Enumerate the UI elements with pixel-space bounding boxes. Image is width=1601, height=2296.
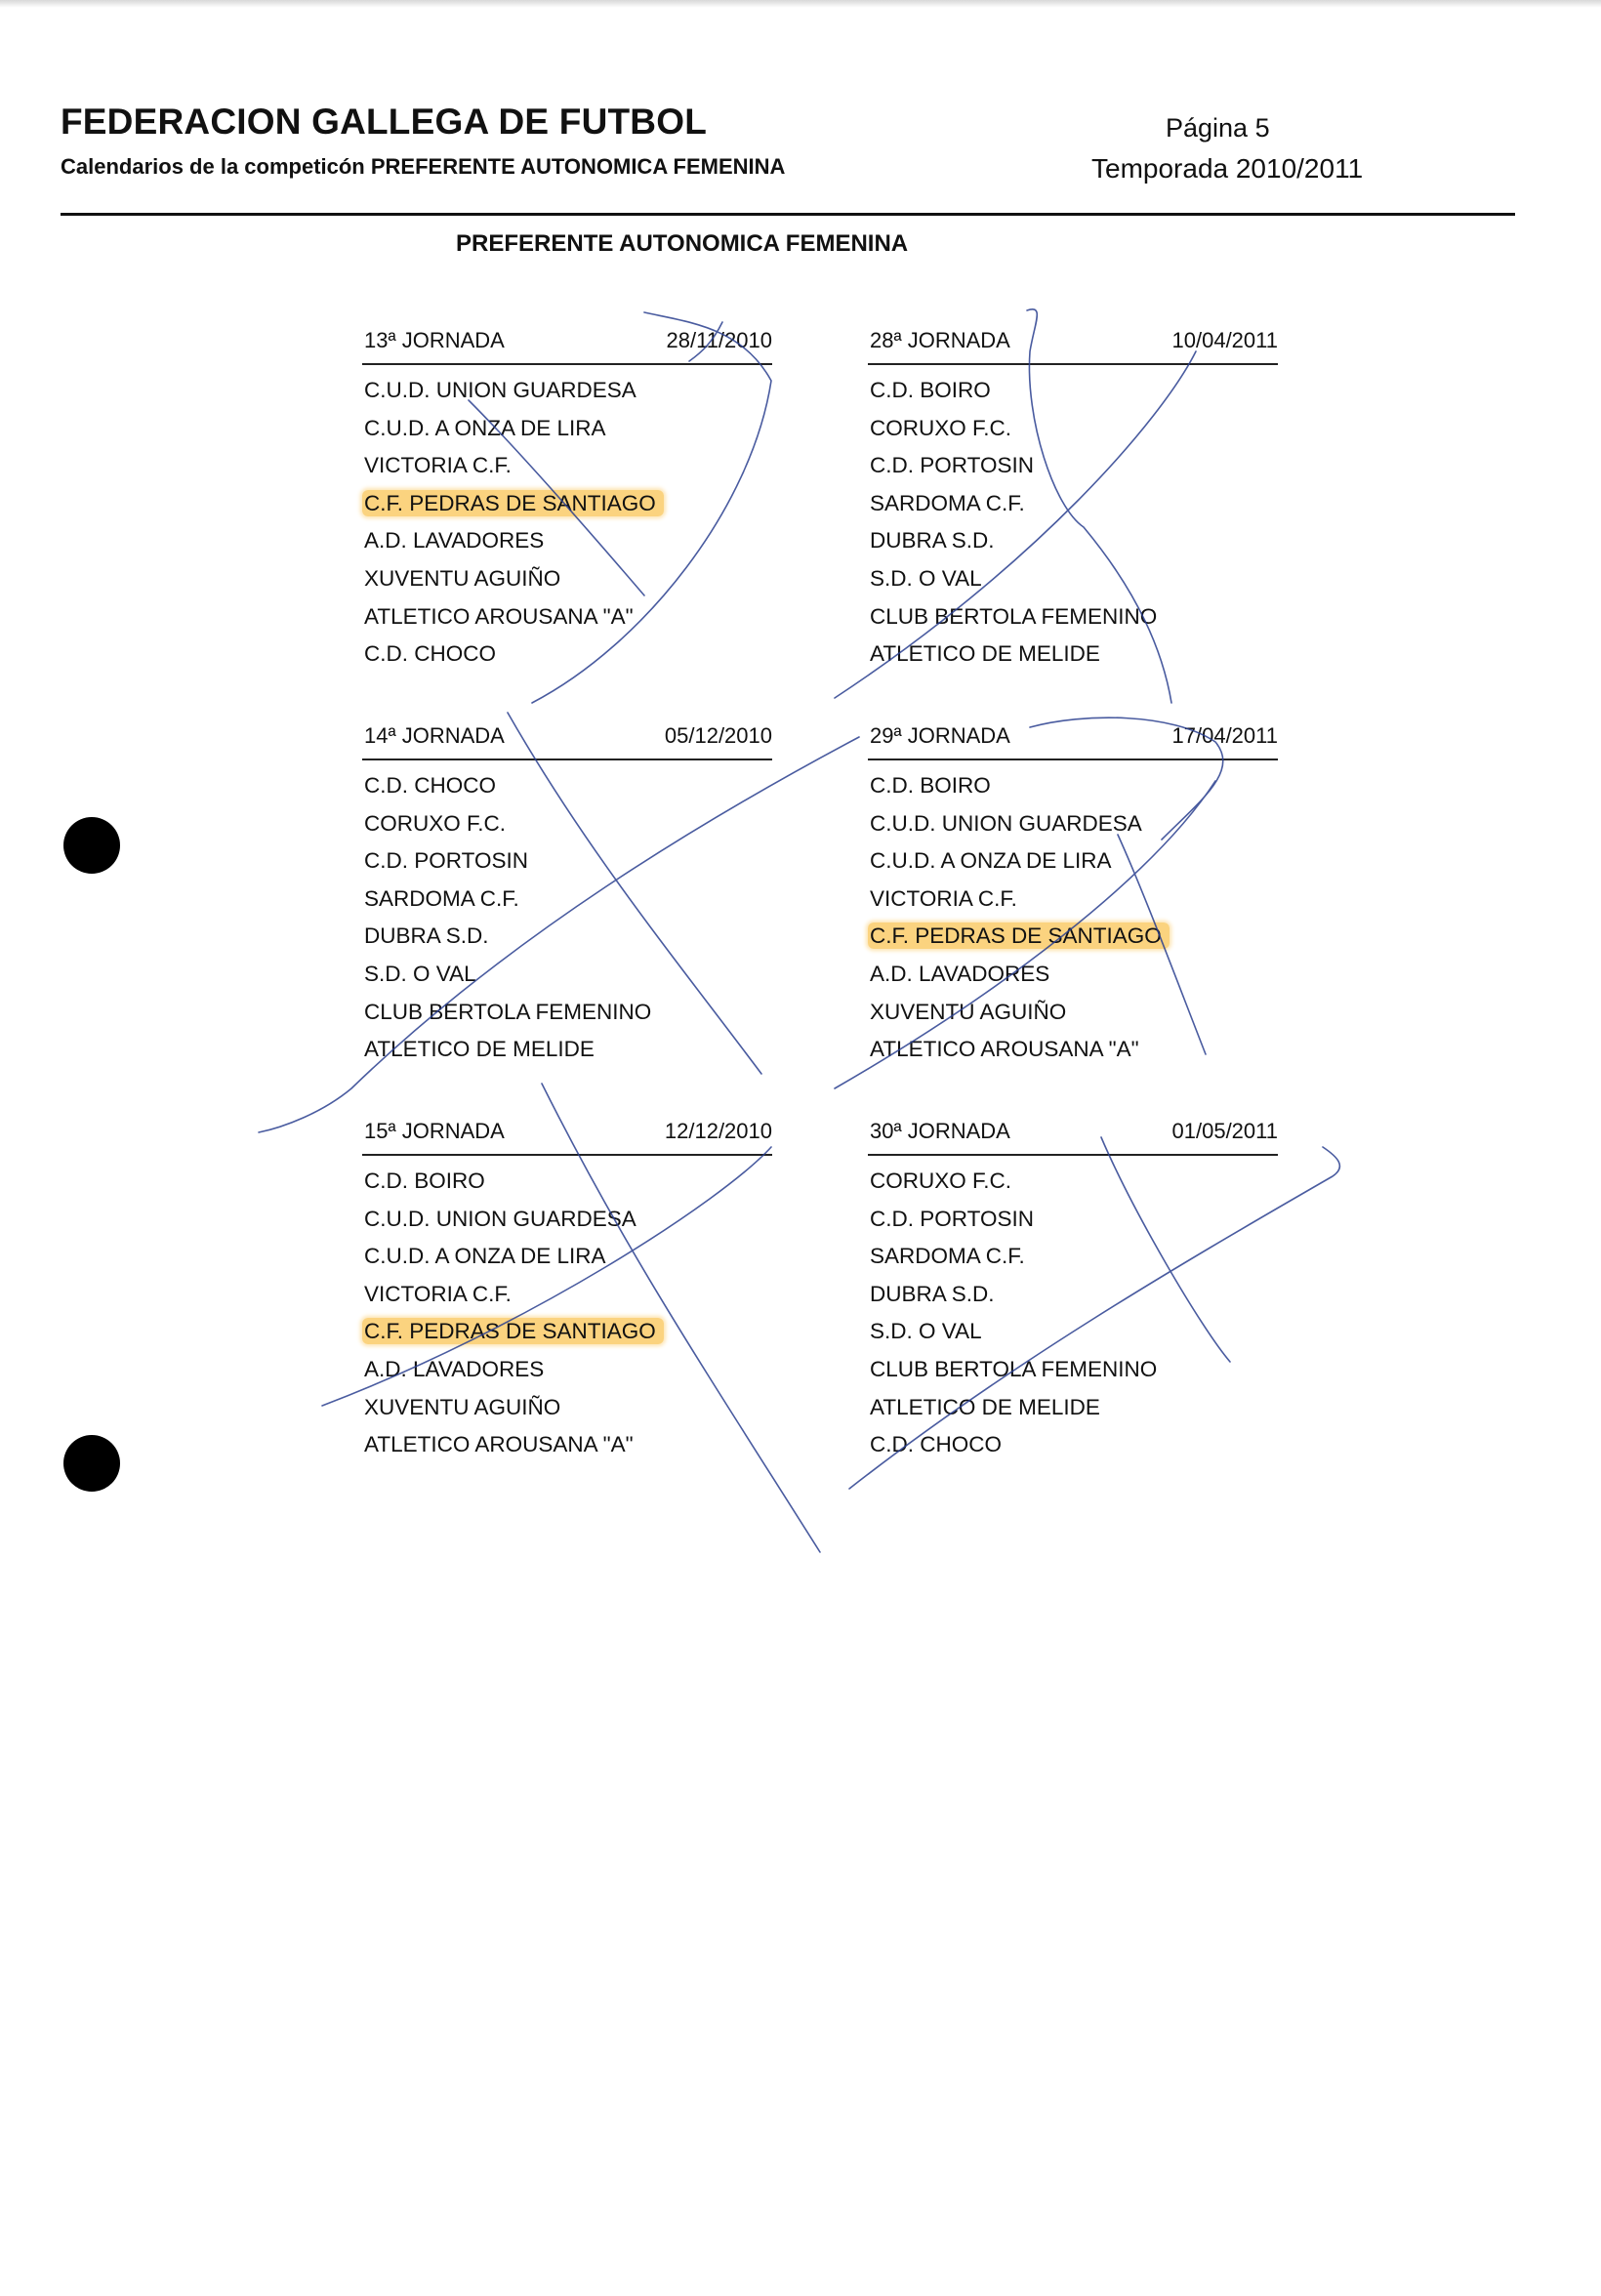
jornada-label: 14ª JORNADA bbox=[364, 723, 505, 748]
team-list bbox=[362, 372, 772, 674]
team-row-highlighted: C.F. PEDRAS DE SANTIAGO bbox=[362, 485, 772, 523]
team-row: ATLETICO AROUSANA "A" bbox=[364, 603, 634, 629]
jornada-date: 05/12/2010 bbox=[664, 723, 772, 748]
jornada-block-14 bbox=[362, 723, 772, 1069]
team-row: ATLETICO DE MELIDE bbox=[870, 1394, 1100, 1419]
header-rule bbox=[61, 213, 1515, 216]
team-row: CORUXO F.C. bbox=[364, 810, 507, 836]
team-row: C.U.D. A ONZA DE LIRA bbox=[364, 1244, 606, 1269]
jornada-label: 28ª JORNADA bbox=[870, 328, 1010, 352]
jornada-underline bbox=[362, 758, 772, 760]
jornada-date: 12/12/2010 bbox=[664, 1119, 772, 1143]
team-row: C.D. BOIRO bbox=[364, 1168, 485, 1193]
team-row: VICTORIA C.F. bbox=[870, 885, 1017, 911]
jornada-label: 15ª JORNADA bbox=[364, 1119, 505, 1143]
team-row: CORUXO F.C. bbox=[870, 1168, 1012, 1193]
team-row: XUVENTU AGUIÑO bbox=[364, 565, 561, 591]
jornada-label: 13ª JORNADA bbox=[364, 328, 505, 352]
jornada-underline bbox=[868, 1154, 1278, 1156]
team-row: XUVENTU AGUIÑO bbox=[870, 999, 1067, 1024]
jornada-underline bbox=[362, 363, 772, 365]
team-row: XUVENTU AGUIÑO bbox=[364, 1394, 561, 1419]
team-row: CLUB BERTOLA FEMENINO bbox=[870, 1356, 1158, 1381]
jornada-block-13 bbox=[362, 328, 772, 674]
team-row: CLUB BERTOLA FEMENINO bbox=[364, 999, 652, 1024]
team-row: DUBRA S.D. bbox=[870, 1281, 995, 1306]
team-list bbox=[868, 372, 1278, 674]
jornada-date: 17/04/2011 bbox=[1171, 723, 1278, 748]
team-row: S.D. O VAL bbox=[870, 565, 982, 591]
team-row: A.D. LAVADORES bbox=[870, 961, 1050, 986]
team-row: DUBRA S.D. bbox=[364, 923, 489, 949]
team-row: SARDOMA C.F. bbox=[870, 490, 1025, 515]
jornada-block-28 bbox=[868, 328, 1278, 674]
team-row: C.D. BOIRO bbox=[870, 378, 991, 402]
team-row: C.D. PORTOSIN bbox=[364, 848, 528, 874]
team-row: S.D. O VAL bbox=[364, 961, 476, 986]
team-row: CLUB BERTOLA FEMENINO bbox=[870, 603, 1158, 629]
team-row: SARDOMA C.F. bbox=[364, 885, 519, 911]
team-row: C.U.D. A ONZA DE LIRA bbox=[364, 415, 606, 440]
scan-edge bbox=[0, 0, 1601, 8]
season: Temporada 2010/2011 bbox=[1091, 153, 1364, 184]
team-row: C.U.D. A ONZA DE LIRA bbox=[870, 848, 1112, 874]
team-row: DUBRA S.D. bbox=[870, 528, 995, 554]
team-row: C.D. CHOCO bbox=[364, 641, 496, 667]
team-list bbox=[868, 767, 1278, 1069]
team-row: SARDOMA C.F. bbox=[870, 1244, 1025, 1269]
section-title: PREFERENTE AUTONOMICA FEMENINA bbox=[456, 230, 909, 257]
page-number: Página 5 bbox=[1166, 113, 1270, 143]
binder-hole-top bbox=[63, 817, 120, 874]
team-row: C.D. PORTOSIN bbox=[870, 453, 1034, 478]
team-row: ATLETICO AROUSANA "A" bbox=[870, 1037, 1139, 1062]
jornada-block-15 bbox=[362, 1119, 772, 1464]
jornada-date: 10/04/2011 bbox=[1171, 328, 1278, 352]
jornada-underline bbox=[868, 758, 1278, 760]
jornada-block-30 bbox=[868, 1119, 1278, 1464]
jornada-underline bbox=[868, 363, 1278, 365]
team-row: A.D. LAVADORES bbox=[364, 528, 545, 554]
competition-subtitle: Calendarios de la competicón PREFERENTE AUTONOMICA FEMENINA bbox=[61, 154, 786, 179]
team-row: C.U.D. UNION GUARDESA bbox=[364, 378, 636, 402]
team-list bbox=[868, 1163, 1278, 1464]
team-row: VICTORIA C.F. bbox=[364, 1281, 512, 1306]
jornada-date: 28/11/2010 bbox=[666, 328, 772, 352]
team-row-highlighted: C.F. PEDRAS DE SANTIAGO bbox=[868, 918, 1278, 956]
team-row: VICTORIA C.F. bbox=[364, 453, 512, 478]
jornada-label: 30ª JORNADA bbox=[870, 1119, 1010, 1143]
jornada-underline bbox=[362, 1154, 772, 1156]
team-row: A.D. LAVADORES bbox=[364, 1356, 545, 1381]
team-row: C.D. CHOCO bbox=[870, 1432, 1002, 1457]
team-row: ATLETICO AROUSANA "A" bbox=[364, 1432, 634, 1457]
team-row: ATLETICO DE MELIDE bbox=[870, 641, 1100, 667]
jornada-date: 01/05/2011 bbox=[1171, 1119, 1278, 1143]
team-row: C.U.D. UNION GUARDESA bbox=[870, 810, 1142, 836]
team-row-highlighted: C.F. PEDRAS DE SANTIAGO bbox=[362, 1313, 772, 1351]
team-row: C.U.D. UNION GUARDESA bbox=[364, 1206, 636, 1231]
team-row: C.D. BOIRO bbox=[870, 773, 991, 798]
team-row: CORUXO F.C. bbox=[870, 415, 1012, 440]
federation-title: FEDERACION GALLEGA DE FUTBOL bbox=[61, 102, 707, 142]
team-row: ATLETICO DE MELIDE bbox=[364, 1037, 595, 1062]
team-row: S.D. O VAL bbox=[870, 1319, 982, 1344]
team-row: C.D. CHOCO bbox=[364, 773, 496, 798]
team-row: C.D. PORTOSIN bbox=[870, 1206, 1034, 1231]
team-list bbox=[362, 767, 772, 1069]
jornada-label: 29ª JORNADA bbox=[870, 723, 1010, 748]
team-list bbox=[362, 1163, 772, 1464]
jornada-block-29 bbox=[868, 723, 1278, 1069]
binder-hole-bottom bbox=[63, 1435, 120, 1492]
